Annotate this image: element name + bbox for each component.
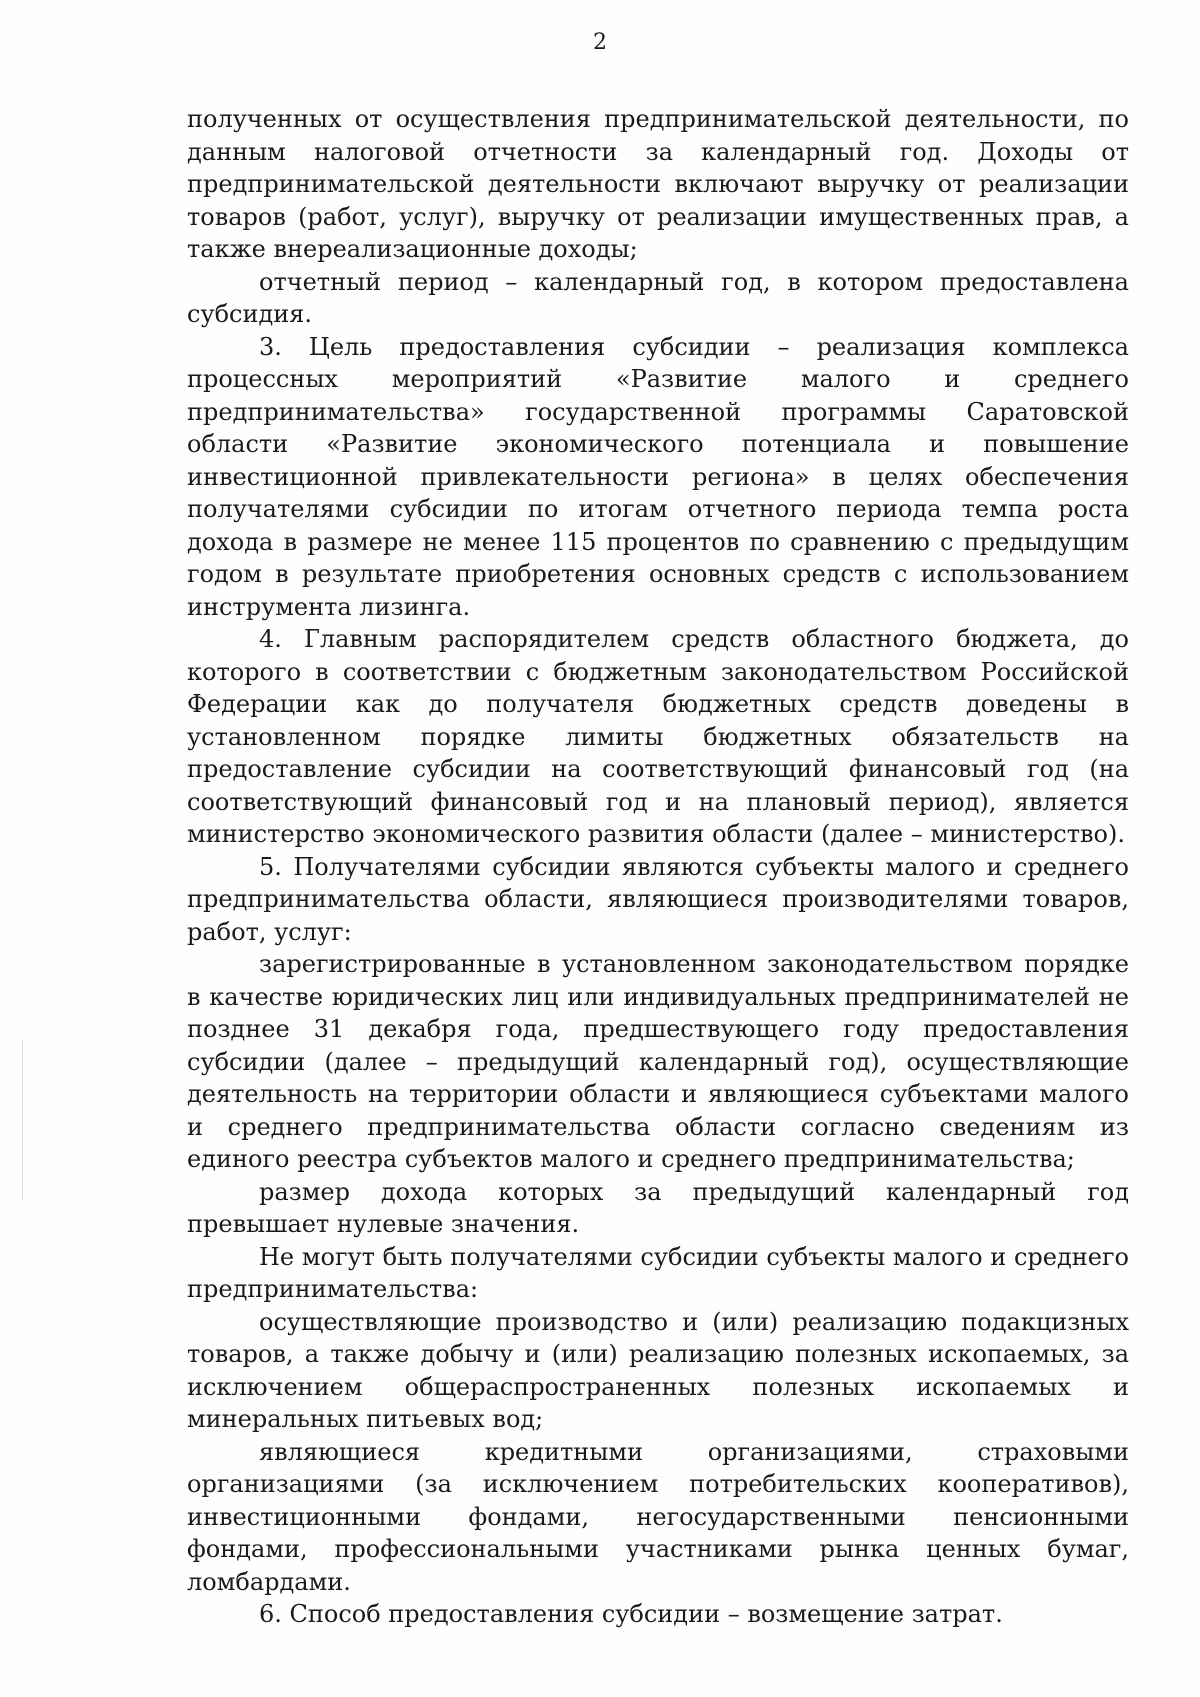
paragraph-item-6-method: 6. Способ предоставления субсидии – возмещение затрат. — [259, 1600, 1003, 1628]
paragraph-item-4-main-manager: 4. Главным распорядителем средств областного бюджета, до которого в соответствии с бюджетным законодательством Российской Федерации как до получателя бюджетных средств доведены в установленном порядке лимиты бюджетных обязательств на предоставление субсидии на соответствующий финансовый год (на соответствующий финансовый год и на плановый период), является министерство экономического развития области (далее – министерство). — [187, 625, 1129, 848]
paragraph-exclusion-excise: осуществляющие производство и (или) реализацию подакцизных товаров, а также добычу и (или) реализацию полезных ископаемых, за исключением общераспространенных полезных ископаемых и минеральных питьевых вод; — [187, 1307, 1129, 1433]
paragraph-income-definition: полученных от осуществления предпринимательской деятельности, по данным налоговой отчетности за календарный год. Доходы от предпринимательской деятельности включают выручку от реализации товаров (работ, услуг), выручку от реализации имущественных прав, а также внереализационные доходы; — [187, 105, 1129, 263]
document-body — [187, 103, 1129, 1631]
paragraph-item-5-recipients: 5. Получателями субсидии являются субъекты малого и среднего предпринимательства области, являющиеся производителями товаров, работ, услуг: — [187, 852, 1129, 946]
paragraph-exclusion-financial: являющиеся кредитными организациями, страховыми организациями (за исключением потребительских кооперативов), инвестиционными фондами, негосударственными пенсионными фондами, профессиональными участниками рынка ценных бумаг, ломбардами. — [187, 1437, 1129, 1596]
paragraph-exclusions-intro: Не могут быть получателями субсидии субъекты малого и среднего предпринимательства: — [187, 1242, 1129, 1303]
paragraph-item-3-purpose: 3. Цель предоставления субсидии – реализация комплекса процессных мероприятий «Развитие малого и среднего предпринимательства» государственной программы Саратовской области «Развитие экономического потенциала и повышение инвестиционной привлекательности региона» в целях обеспечения получателями субсидии по итогам отчетного периода темпа роста дохода в размере не менее 115 процентов по сравнению с предыдущим годом в результате приобретения основных средств с использованием инструмента лизинга. — [187, 332, 1129, 621]
page-number: 2 — [593, 30, 607, 55]
paragraph-registered-criteria: зарегистрированные в установленном законодательством порядке в качестве юридических лиц или индивидуальных предпринимателей не позднее 31 декабря года, предшествующего году предоставления субсидии (далее – предыдущий календарный год), осуществляющие деятельность на территории области и являющиеся субъектами малого и среднего предпринимательства области согласно сведениям из единого реестра субъектов малого и среднего предпринимательства; — [187, 950, 1129, 1173]
paragraph-income-criteria: размер дохода которых за предыдущий календарный год превышает нулевые значения. — [187, 1177, 1129, 1238]
paragraph-reporting-period: отчетный период – календарный год, в котором предоставлена субсидия. — [187, 267, 1129, 328]
scan-margin-mark — [22, 1040, 23, 1200]
